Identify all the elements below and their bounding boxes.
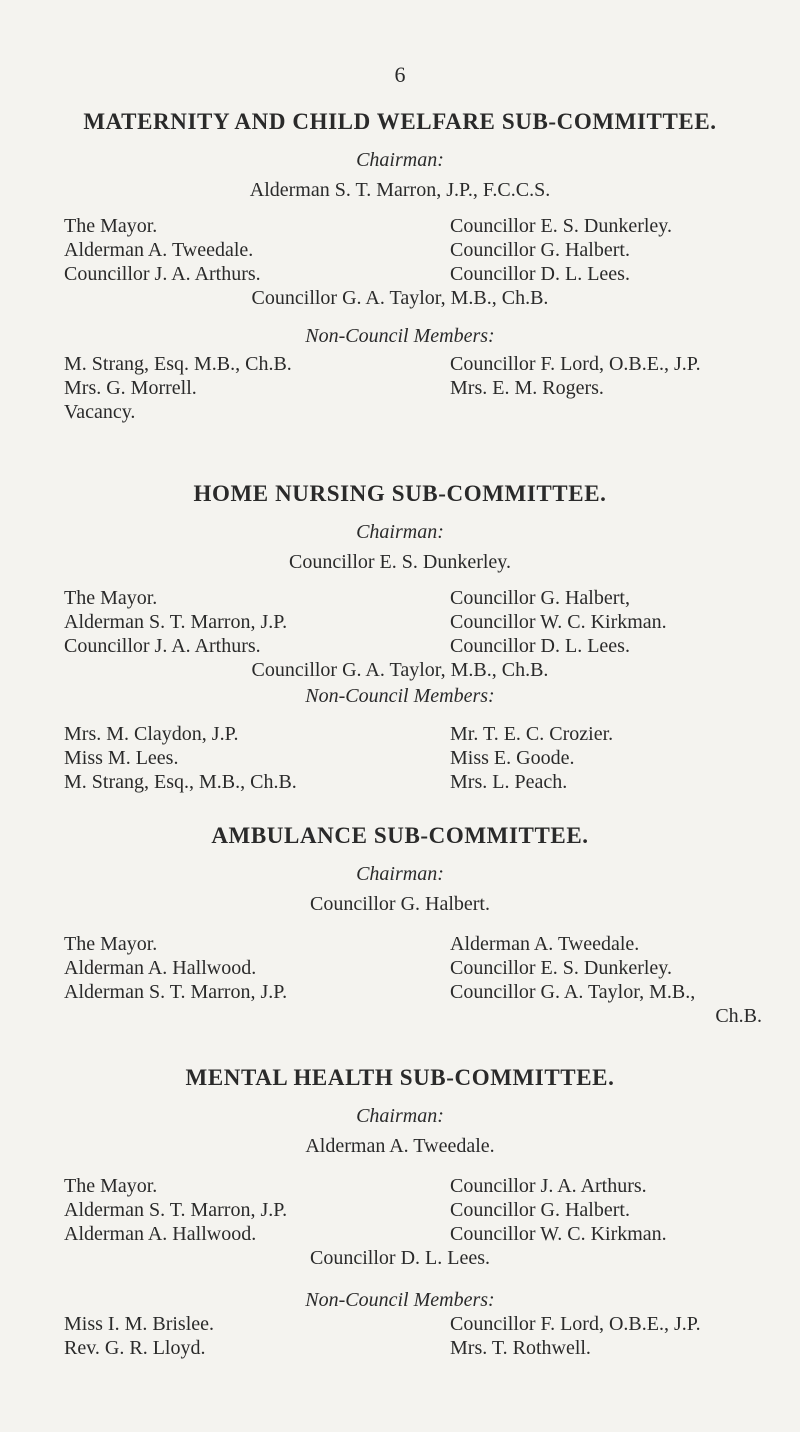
member-left: Miss I. M. Brislee. — [64, 1313, 214, 1335]
chairman-label: Chairman: — [356, 1105, 444, 1127]
non-council-row — [0, 400, 800, 424]
member-right: Mrs. L. Peach. — [450, 771, 568, 793]
member-left: Councillor J. A. Arthurs. — [64, 635, 261, 657]
member-right: Councillor G. Halbert, — [450, 587, 630, 609]
non-council-row — [0, 770, 800, 794]
non-council-label: Non-Council Members: — [305, 685, 495, 707]
member-right: Mrs. E. M. Rogers. — [450, 377, 604, 399]
member-right: Councillor W. C. Kirkman. — [450, 611, 667, 633]
chairman-label: Chairman: — [356, 863, 444, 885]
member-row — [0, 1222, 800, 1246]
member-row — [0, 980, 800, 1004]
chairman-name: Councillor E. S. Dunkerley. — [288, 551, 511, 573]
member-row — [0, 262, 800, 286]
member-left: Miss M. Lees. — [64, 747, 179, 769]
member-row — [0, 1198, 800, 1222]
chairman-name: Alderman S. T. Marron, J.P., F.C.C.S. — [249, 179, 551, 201]
non-council-row — [0, 376, 800, 400]
section-heading: AMBULANCE SUB-COMMITTEE. — [211, 823, 589, 848]
non-council-label: Non-Council Members: — [305, 1289, 495, 1311]
member-left: M. Strang, Esq. M.B., Ch.B. — [64, 353, 292, 375]
member-right: Councillor J. A. Arthurs. — [450, 1175, 647, 1197]
non-council-row — [0, 746, 800, 770]
member-right: Mr. T. E. C. Crozier. — [450, 723, 614, 745]
member-row-continuation — [0, 1004, 800, 1028]
chairman-label: Chairman: — [356, 149, 444, 171]
chairman-label: Chairman: — [356, 521, 444, 543]
non-council-row — [0, 352, 800, 376]
member-right: Councillor G. Halbert. — [450, 239, 630, 261]
member-left: The Mayor. — [64, 587, 158, 609]
member-left: Alderman A. Tweedale. — [64, 239, 254, 261]
section-ambulance — [0, 822, 800, 1028]
section-heading: HOME NURSING SUB-COMMITTEE. — [193, 481, 607, 506]
continuation-text: Ch.B. — [715, 1005, 762, 1027]
centered-member: Councillor G. A. Taylor, M.B., Ch.B. — [251, 287, 549, 309]
section-maternity — [0, 108, 800, 424]
non-council-row — [0, 722, 800, 746]
member-left: Alderman S. T. Marron, J.P. — [64, 611, 288, 633]
page-number: 6 — [394, 62, 406, 87]
non-council-row — [0, 1336, 800, 1360]
member-row — [0, 238, 800, 262]
member-left: Alderman A. Hallwood. — [64, 1223, 257, 1245]
member-left: M. Strang, Esq., M.B., Ch.B. — [64, 771, 297, 793]
member-right: Councillor F. Lord, O.B.E., J.P. — [450, 353, 701, 375]
member-row — [0, 634, 800, 658]
member-left: Mrs. M. Claydon, J.P. — [64, 723, 239, 745]
member-left: The Mayor. — [64, 1175, 158, 1197]
member-left: Vacancy. — [64, 401, 136, 423]
chairman-name: Alderman A. Tweedale. — [305, 1135, 495, 1157]
member-right: Councillor E. S. Dunkerley. — [450, 215, 673, 237]
non-council-row — [0, 1312, 800, 1336]
member-right: Councillor G. A. Taylor, M.B., — [450, 981, 696, 1003]
member-row — [0, 586, 800, 610]
section-mental-health — [0, 1064, 800, 1360]
section-heading: MATERNITY AND CHILD WELFARE SUB-COMMITTEE. — [83, 109, 717, 134]
section-home-nursing — [0, 480, 800, 794]
chairman-name: Councillor G. Halbert. — [310, 893, 490, 915]
member-row — [0, 214, 800, 238]
member-left: Alderman S. T. Marron, J.P. — [64, 981, 288, 1003]
member-left: The Mayor. — [64, 215, 158, 237]
member-row — [0, 610, 800, 634]
member-right: Alderman A. Tweedale. — [450, 933, 640, 955]
member-right: Miss E. Goode. — [450, 747, 575, 769]
member-right: Councillor E. S. Dunkerley. — [450, 957, 673, 979]
member-right: Councillor F. Lord, O.B.E., J.P. — [450, 1313, 701, 1335]
member-left: The Mayor. — [64, 933, 158, 955]
member-row — [0, 932, 800, 956]
member-left: Rev. G. R. Lloyd. — [64, 1337, 206, 1359]
member-right: Councillor W. C. Kirkman. — [450, 1223, 667, 1245]
centered-member: Councillor D. L. Lees. — [310, 1247, 490, 1269]
member-right: Councillor G. Halbert. — [450, 1199, 630, 1221]
member-row — [0, 956, 800, 980]
member-left: Councillor J. A. Arthurs. — [64, 263, 261, 285]
member-left: Mrs. G. Morrell. — [64, 377, 197, 399]
member-row — [0, 1174, 800, 1198]
member-left: Alderman S. T. Marron, J.P. — [64, 1199, 288, 1221]
member-right: Councillor D. L. Lees. — [450, 635, 630, 657]
member-left: Alderman A. Hallwood. — [64, 957, 257, 979]
non-council-label: Non-Council Members: — [305, 325, 495, 347]
member-right: Councillor D. L. Lees. — [450, 263, 630, 285]
section-heading: MENTAL HEALTH SUB-COMMITTEE. — [185, 1065, 615, 1090]
member-right: Mrs. T. Rothwell. — [450, 1337, 591, 1359]
centered-member: Councillor G. A. Taylor, M.B., Ch.B. — [251, 659, 549, 681]
